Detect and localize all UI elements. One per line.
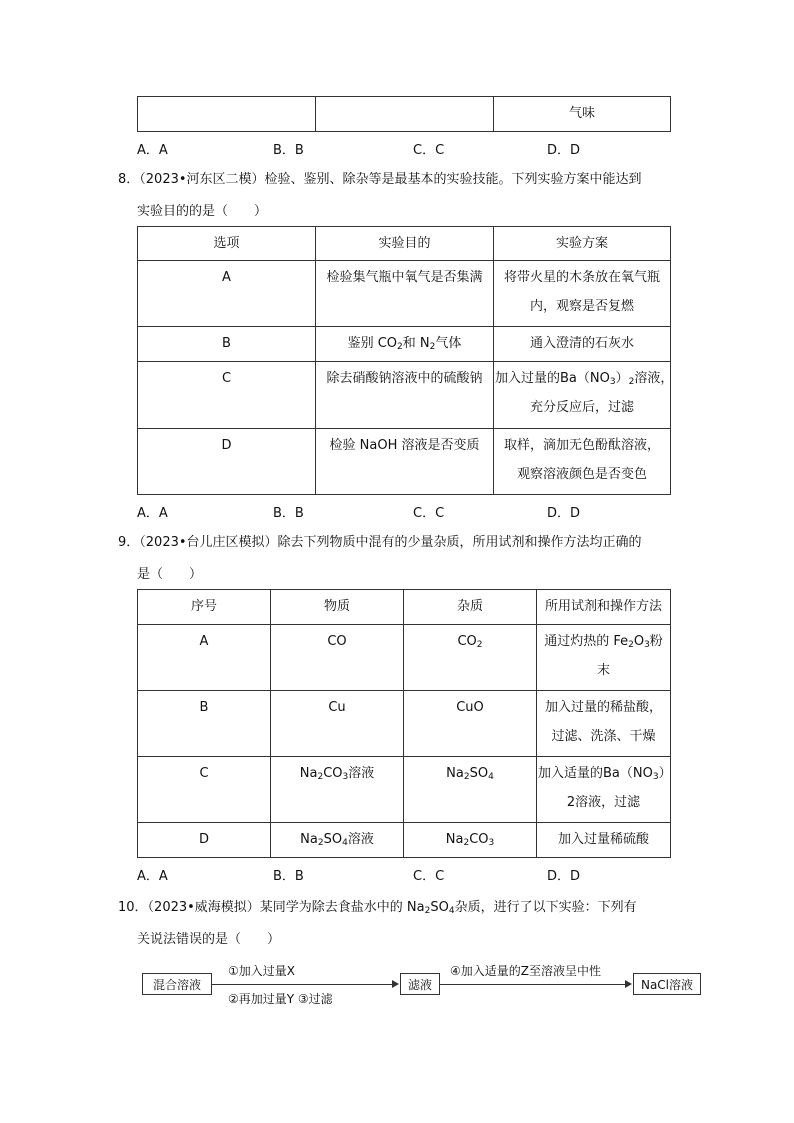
q9-header-substance: 物质 bbox=[271, 590, 404, 625]
q8-option-a[interactable]: A．A bbox=[137, 506, 168, 521]
q9-row-c-method bbox=[537, 757, 671, 823]
table-row bbox=[138, 757, 671, 823]
q8-row-d-option: D bbox=[138, 429, 316, 495]
q9-stem-line1: 9．（2023•台儿庄区模拟）除去下列物质中混有的少量杂质，所用试剂和操作方法均正确的 bbox=[118, 535, 642, 550]
q8-row-c-purpose: 除去硝酸钠溶液中的硫酸钠 bbox=[316, 362, 494, 429]
q9-table bbox=[137, 589, 671, 858]
q8-row-c-plan-line2: 充分反应后，过滤 bbox=[529, 400, 634, 415]
q9-row-d-impurity: $Na_2CO_3$ bbox=[404, 823, 537, 858]
q9-row-c-impurity: $Na_2SO_4$ bbox=[404, 757, 537, 823]
q8-option-d[interactable]: D．D bbox=[547, 506, 581, 521]
table-row bbox=[138, 823, 671, 858]
q8-row-b-purpose: 鉴别 $CO_2$和 $N_2$气体 bbox=[316, 327, 494, 362]
q8-row-a-plan bbox=[494, 261, 671, 327]
q9-row-b-substance: Cu bbox=[271, 691, 404, 757]
q9-row-c-method-line1: 加入适量的$Ba(NO_3)$ bbox=[538, 766, 672, 782]
q7-option-a[interactable]: A．A bbox=[137, 143, 168, 158]
q8-row-d-plan bbox=[494, 429, 671, 495]
q7-option-d[interactable]: D．D bbox=[547, 143, 581, 158]
q9-stem-line2: 是（ ） bbox=[137, 567, 203, 582]
q8-row-d-purpose: 检验 NaOH 溶液是否变质 bbox=[316, 429, 494, 495]
q8-row-c-plan bbox=[494, 362, 674, 429]
q8-stem-line1: 8．（2023•河东区二模）检验、鉴别、除杂等是最基本的实验技能。下列实验方案中能达到 bbox=[118, 172, 642, 187]
q7-cell-3: 气味 bbox=[494, 97, 671, 132]
q8-header-purpose: 实验目的 bbox=[316, 227, 494, 261]
q8-stem bbox=[118, 164, 678, 228]
q9-row-b-impurity: CuO bbox=[404, 691, 537, 757]
q8-row-a-plan-line1: 将带火星的木条放在氧气瓶 bbox=[503, 270, 660, 285]
q8-row-a-purpose: 检验集气瓶中氧气是否集满 bbox=[316, 261, 494, 327]
q9-header-impurity: 杂质 bbox=[404, 590, 537, 625]
q8-option-b[interactable]: B．B bbox=[273, 506, 304, 521]
q9-row-a-impurity: $CO_2$ bbox=[404, 625, 537, 691]
table-row bbox=[138, 691, 671, 757]
table-row bbox=[138, 261, 671, 327]
q9-row-c-substance: $Na_2CO_3$溶液 bbox=[271, 757, 404, 823]
q9-row-b-number: B bbox=[138, 691, 271, 757]
q9-option-b[interactable]: B．B bbox=[273, 869, 304, 884]
q10-stem bbox=[118, 892, 688, 956]
flow-arrow-2-head bbox=[625, 980, 632, 988]
q8-row-d-plan-line1: 取样，滴加无色酚酞溶液， bbox=[503, 438, 660, 453]
q8-option-c[interactable]: C．C bbox=[413, 506, 445, 521]
q8-row-c-option: C bbox=[138, 362, 316, 429]
q9-row-c-number: C bbox=[138, 757, 271, 823]
flow-step-2: ②再加过量Y ③过滤 bbox=[228, 992, 333, 1006]
q7-option-c[interactable]: C．C bbox=[413, 143, 445, 158]
q9-row-a-method bbox=[537, 625, 671, 691]
q7-table bbox=[137, 96, 671, 132]
q8-row-a-option: A bbox=[138, 261, 316, 327]
q8-stem-line2: 实验目的的是（ ） bbox=[137, 204, 268, 219]
q7-cell-1 bbox=[138, 97, 316, 132]
q8-row-b-plan: 通入澄清的石灰水 bbox=[494, 327, 671, 362]
flow-box-filtrate: 滤液 bbox=[400, 973, 440, 995]
q8-row-a-plan-line2: 内，观察是否复燃 bbox=[529, 299, 634, 314]
q9-header-method: 所用试剂和操作方法 bbox=[537, 590, 671, 625]
q9-option-d[interactable]: D．D bbox=[547, 869, 581, 884]
q9-row-a-number: A bbox=[138, 625, 271, 691]
q9-row-a-method-line2: 末 bbox=[596, 663, 610, 678]
q7-cell-2 bbox=[316, 97, 494, 132]
q8-table bbox=[137, 226, 674, 495]
flow-step-3: ④加入适量的Z至溶液呈中性 bbox=[450, 964, 601, 978]
q9-option-a[interactable]: A．A bbox=[137, 869, 168, 884]
q8-header-option: 选项 bbox=[138, 227, 316, 261]
q9-row-c-method-line2: 2溶液，过滤 bbox=[566, 795, 641, 810]
q9-row-b-method-line2: 过滤、洗涤、干燥 bbox=[551, 729, 656, 744]
flow-arrow-1 bbox=[212, 984, 392, 985]
q9-row-d-method: 加入过量稀硫酸 bbox=[537, 823, 671, 858]
flow-arrow-1-head bbox=[392, 980, 399, 988]
q8-row-d-plan-line2: 观察溶液颜色是否变色 bbox=[516, 467, 647, 482]
flow-arrow-2 bbox=[440, 984, 625, 985]
q9-stem bbox=[118, 527, 678, 591]
q9-row-a-substance: CO bbox=[271, 625, 404, 691]
q9-row-d-substance: $Na_2SO_4$溶液 bbox=[271, 823, 404, 858]
flow-box-nacl-solution: NaCl溶液 bbox=[633, 973, 701, 995]
q9-option-c[interactable]: C．C bbox=[413, 869, 445, 884]
flow-step-1: ①加入过量X bbox=[228, 964, 295, 978]
table-row bbox=[138, 327, 671, 362]
q7-option-b[interactable]: B．B bbox=[273, 143, 304, 158]
flow-box-mixed-solution: 混合溶液 bbox=[142, 973, 212, 995]
q9-row-b-method-line1: 加入过量的稀盐酸， bbox=[544, 700, 662, 715]
table-row bbox=[138, 625, 671, 691]
table-row bbox=[138, 429, 671, 495]
q9-row-a-method-line1: 通过灼热的 $Fe_2O_3$粉 bbox=[544, 634, 663, 650]
q9-row-b-method bbox=[537, 691, 671, 757]
q10-stem-line1: 10．（2023•威海模拟）某同学为除去食盐水中的 $Na_2SO_4$杂质，进行了以下实验：下列有 bbox=[118, 900, 637, 916]
q8-row-c-plan-line1: 加入过量的$Ba(NO_3)_2$溶液， bbox=[495, 371, 674, 387]
q8-header-plan: 实验方案 bbox=[494, 227, 671, 261]
q9-header-number: 序号 bbox=[138, 590, 271, 625]
q9-row-d-number: D bbox=[138, 823, 271, 858]
table-row bbox=[138, 362, 671, 429]
q8-row-b-option: B bbox=[138, 327, 316, 362]
q10-stem-line2: 关说法错误的是（ ） bbox=[137, 932, 281, 947]
